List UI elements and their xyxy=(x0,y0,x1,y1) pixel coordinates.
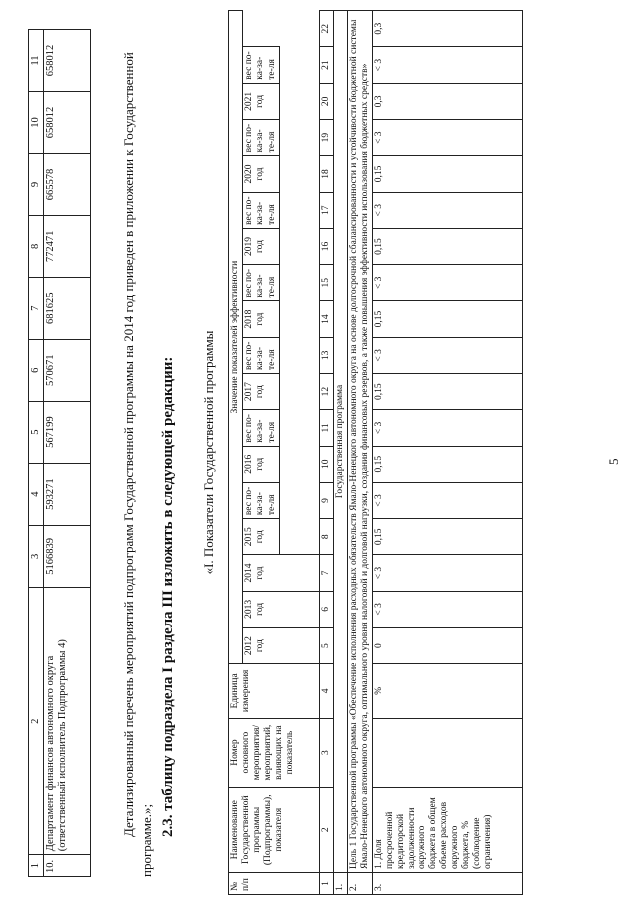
indicator-value-cell: 0,3 xyxy=(372,11,522,47)
indicator-value-cell: 0,15 xyxy=(372,156,522,192)
weight-2017: вес по-ка-за-те-ля xyxy=(242,337,279,373)
header-row-1 xyxy=(229,11,243,895)
column-number-cell: 19 xyxy=(320,120,334,156)
column-number-cell: 7 xyxy=(320,555,334,591)
goal-row xyxy=(347,11,372,895)
header-basic: Номер основного мероприятия/ мероприятий, влияющих на показатель xyxy=(229,718,320,787)
top-header-cell: 3 xyxy=(29,525,44,588)
indicator-value-cell: 0 xyxy=(372,627,522,663)
column-number-cell: 17 xyxy=(320,192,334,228)
indicators-table xyxy=(228,10,523,895)
indicator-value-cell: 0,15 xyxy=(372,519,522,555)
top-row-value: 665578 xyxy=(44,153,91,215)
year-2013: 2013 год xyxy=(242,591,319,627)
goal-num: 2. xyxy=(347,873,372,895)
year-2021: 2021 год xyxy=(242,83,279,119)
top-row-value: 570671 xyxy=(44,339,91,401)
year-2016: 2016 год xyxy=(242,446,279,482)
table-caption: «I. Показатели Государственной программы xyxy=(201,330,216,575)
column-number-cell: 10 xyxy=(320,446,334,482)
top-header-cell: 2 xyxy=(29,588,44,855)
indicator-unit: % xyxy=(372,664,522,718)
column-number-cell: 4 xyxy=(320,664,334,718)
indicator-value-cell: 0,15 xyxy=(372,301,522,337)
column-number-cell: 1 xyxy=(320,873,334,895)
year-2017: 2017 год xyxy=(242,374,279,410)
top-header-cell: 4 xyxy=(29,463,44,525)
indicator-row xyxy=(372,11,522,895)
page-number: 5 xyxy=(606,458,621,465)
column-number-cell: 21 xyxy=(320,47,334,83)
top-row-name: Департамент финансов автономного округа (ответственный исполнитель Подпрограммы 4) xyxy=(44,588,91,855)
indicator-basic xyxy=(372,718,522,787)
top-row-value: 5166839 xyxy=(44,525,91,588)
indicator-value-cell: < 3 xyxy=(372,337,522,373)
top-row-num: 10. xyxy=(44,855,91,877)
paragraph-1: Детализированный перечень мероприятий подпрограмм Государственной программы на 2014 год приведен в приложении к Государственной программе.»; xyxy=(121,52,154,877)
column-number-cell: 11 xyxy=(320,410,334,446)
top-header-cell: 9 xyxy=(29,153,44,215)
column-number-cell: 2 xyxy=(320,787,334,872)
top-table-header-row xyxy=(29,30,44,877)
column-number-cell: 12 xyxy=(320,374,334,410)
indicator-value-cell: < 3 xyxy=(372,120,522,156)
top-row-value: 658012 xyxy=(44,92,91,154)
top-header-cell: 6 xyxy=(29,339,44,401)
top-row-value: 567199 xyxy=(44,401,91,463)
weight-2016: вес по-ка-за-те-ля xyxy=(242,410,279,446)
indicator-value-cell: < 3 xyxy=(372,265,522,301)
column-number-cell: 6 xyxy=(320,591,334,627)
indicator-value-cell: < 3 xyxy=(372,591,522,627)
year-2019: 2019 год xyxy=(242,228,279,264)
header-name: Наименование Государственной программы (Подпрограммы), показателя xyxy=(229,787,320,872)
top-header-cell: 1 xyxy=(29,855,44,877)
weight-2021: вес по-ка-за-те-ля xyxy=(242,47,279,83)
column-number-cell: 14 xyxy=(320,301,334,337)
column-number-cell: 16 xyxy=(320,228,334,264)
goal-text: Цель 1 Государственной программы «Обеспечение исполнения расходных обязательств Ямало-Ненецкого автономного округа на основе долгосрочной сбалансированности и устойчивости бюджетной системы Ямало-Ненецкого автономного округа, оптимального уровня налоговой и долговой нагрузки, создания финансовых резервов, а также повышения эффективности использования бюджетных средств» xyxy=(347,11,372,873)
indicator-value-cell: 0,15 xyxy=(372,228,522,264)
header-num: № п/п xyxy=(229,873,320,895)
top-header-cell: 11 xyxy=(29,30,44,92)
top-row-value: 772471 xyxy=(44,215,91,277)
weight-2015: вес по-ка-за-те-ля xyxy=(242,482,279,518)
top-table xyxy=(28,29,91,877)
indicator-num: 3. xyxy=(372,873,522,895)
column-number-cell: 3 xyxy=(320,718,334,787)
weight-2020: вес по-ка-за-те-ля xyxy=(242,120,279,156)
column-number-cell: 13 xyxy=(320,337,334,373)
indicator-value-cell: < 3 xyxy=(372,555,522,591)
header-group: Значение показателей эффективности xyxy=(229,11,243,664)
top-header-cell: 8 xyxy=(29,215,44,277)
year-2012: 2012 год xyxy=(242,627,319,663)
top-table-row xyxy=(44,30,91,877)
column-number-cell: 22 xyxy=(320,11,334,47)
section-title: Государственная программа xyxy=(334,11,348,873)
section-row xyxy=(334,11,348,895)
column-number-cell: 15 xyxy=(320,265,334,301)
top-row-value: 681625 xyxy=(44,277,91,339)
year-2014: 2014 год xyxy=(242,555,319,591)
indicator-value-cell: 0,15 xyxy=(372,374,522,410)
indicator-value-cell: < 3 xyxy=(372,410,522,446)
indicator-value-cell: 0,3 xyxy=(372,83,522,119)
column-number-cell: 8 xyxy=(320,519,334,555)
column-numbers-row xyxy=(320,11,334,895)
weight-2019: вес по-ка-за-те-ля xyxy=(242,192,279,228)
year-2020: 2020 год xyxy=(242,156,279,192)
paragraph-2: 2.3. таблицу подраздела I раздела III изложить в следующей редакции: xyxy=(160,356,176,837)
indicator-value-cell: < 3 xyxy=(372,47,522,83)
section-num: 1. xyxy=(334,873,348,895)
year-2018: 2018 год xyxy=(242,301,279,337)
top-row-value: 593271 xyxy=(44,463,91,525)
year-2015: 2015 год xyxy=(242,519,279,555)
indicator-value-cell: < 3 xyxy=(372,192,522,228)
top-header-cell: 7 xyxy=(29,277,44,339)
column-number-cell: 9 xyxy=(320,482,334,518)
top-header-cell: 10 xyxy=(29,92,44,154)
column-number-cell: 20 xyxy=(320,83,334,119)
top-row-value: 658012 xyxy=(44,30,91,92)
header-unit: Единица измерения xyxy=(229,664,320,718)
weight-2018: вес по-ка-за-те-ля xyxy=(242,265,279,301)
indicator-name: 1. Доля просроченной кредиторской задолженности окружного бюджета в общем объеме расходов окружного бюджета, % (соблюдение ограничения) xyxy=(372,787,522,872)
indicator-value-cell: < 3 xyxy=(372,482,522,518)
column-number-cell: 5 xyxy=(320,627,334,663)
top-header-cell: 5 xyxy=(29,401,44,463)
indicator-value-cell: 0,15 xyxy=(372,446,522,482)
column-number-cell: 18 xyxy=(320,156,334,192)
